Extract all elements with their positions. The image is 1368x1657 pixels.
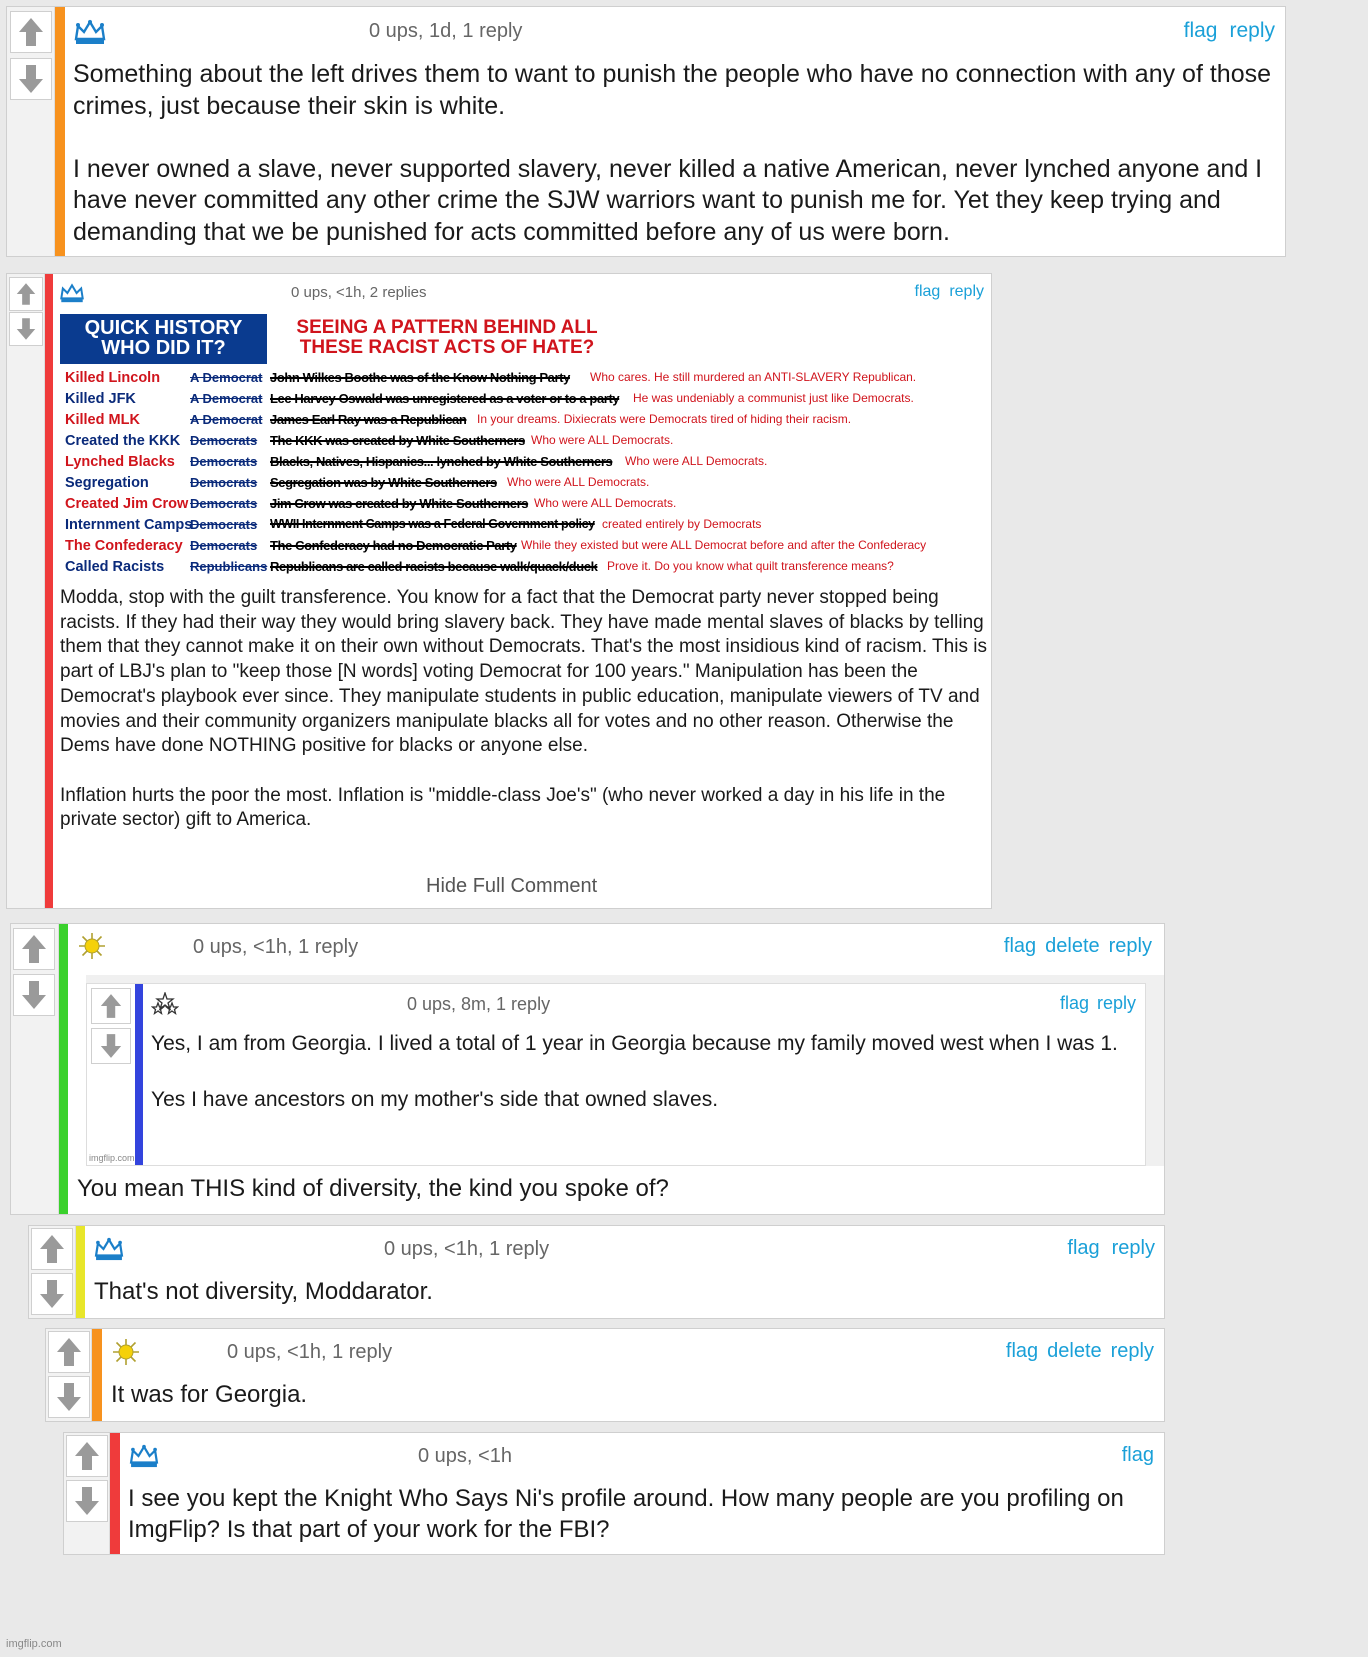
comment-meta: 0 ups, <1h, 1 reply xyxy=(227,1341,393,1363)
meme-act: Created Jim Crow xyxy=(65,496,189,512)
meme-who: Democrats xyxy=(190,475,258,490)
comment-5 xyxy=(45,1328,1165,1422)
sun-icon[interactable] xyxy=(78,932,106,965)
crown-icon[interactable] xyxy=(73,19,107,50)
hide-full-comment-link[interactable]: Hide Full Comment xyxy=(426,875,598,897)
meme-headline: SEEING A PATTERN BEHIND ALL THESE RACIST ACTS OF HATE? xyxy=(296,317,598,358)
comment-text: Yes, I am from Georgia. I lived a total of 1 year in Georgia because my family moved west when I was 1. Yes I have ancestors on my mother's side that owned slaves. xyxy=(151,1032,1118,1111)
flag-link[interactable]: flag xyxy=(1121,1444,1154,1466)
flag-link[interactable]: flag xyxy=(1003,935,1037,957)
downvote-button[interactable] xyxy=(66,1480,108,1522)
meme-who: Democrats xyxy=(190,454,258,469)
comment-meta: 0 ups, <1h, 1 reply xyxy=(193,936,359,958)
meme-act: Killed JFK xyxy=(65,391,136,407)
up-arrow-icon xyxy=(16,282,36,306)
comment-meta: 0 ups, <1h, 1 reply xyxy=(384,1238,550,1260)
meme-who: Democrats xyxy=(190,538,258,553)
meme-claim: The Confederacy had no Democratic Party xyxy=(270,538,517,553)
meme-rebuttal: created entirely by Democrats xyxy=(602,517,762,531)
comment-6 xyxy=(63,1432,1165,1555)
depth-bar xyxy=(135,984,143,1165)
up-arrow-icon xyxy=(39,1234,65,1264)
upvote-button[interactable] xyxy=(31,1228,73,1270)
stars-icon xyxy=(151,992,179,1023)
reply-link[interactable]: reply xyxy=(1111,1237,1155,1259)
meme-row xyxy=(65,454,980,475)
meme-act: Internment Camps xyxy=(65,517,193,533)
down-arrow-icon xyxy=(21,980,47,1010)
embedded-comment-image xyxy=(86,975,1164,1166)
comment-actions xyxy=(1006,1340,1154,1363)
upvote-button[interactable] xyxy=(13,928,55,970)
comment-3 xyxy=(10,923,1165,1215)
up-arrow-icon xyxy=(18,17,44,47)
flag-link: flag xyxy=(1059,993,1089,1013)
meme-row xyxy=(65,538,980,559)
comment-actions xyxy=(1060,993,1136,1014)
meme-claim: John Wilkes Boothe was of the Know Nothing Party xyxy=(270,370,570,385)
up-arrow-icon xyxy=(21,934,47,964)
meme-claim: James Earl Ray was a Republican xyxy=(270,412,467,427)
comment-meta: 0 ups, 1d, 1 reply xyxy=(369,20,523,42)
meme-rebuttal: Who were ALL Democrats. xyxy=(531,433,674,447)
down-arrow-icon xyxy=(18,64,44,94)
downvote-button xyxy=(91,1028,131,1064)
meme-who: Republicans xyxy=(190,559,268,574)
comment-2 xyxy=(6,273,992,909)
meme-rebuttal: In your dreams. Dixiecrats were Democrats tired of hiding their racism. xyxy=(477,412,852,426)
image-watermark: imgflip.com xyxy=(89,1153,135,1163)
delete-link[interactable]: delete xyxy=(1047,1340,1102,1362)
comment-text: Modda, stop with the guilt transference. You know for a fact that the Democrat party never stopped being racists. If they had their way they would bring slavery back. They have made mental slaves of blacks by telling them that they cannot make it on their own without Democrats. That's the most insidious kind of racism. This is part of LBJ's plan to "keep those [N words] voting Democrat for 100 years." Manipulation has been the Democrat's playbook ever since. They manipulate students in public education, manipulate viewers of TV and movies and their community organizers manipulate blacks all for votes and no other reason. Otherwise the Dems have done NOTHING positive for blacks or anyone else. Inflation hurts the poor the most. Inflation is "middle-class Joe's" (who never worked a day in his life in the private sector) gift to America. xyxy=(60,587,987,831)
crown-icon[interactable] xyxy=(59,283,85,308)
depth-bar xyxy=(110,1433,120,1554)
meme-row xyxy=(65,496,980,517)
crown-icon[interactable] xyxy=(93,1237,125,1266)
meme-row xyxy=(65,391,980,412)
meme-rebuttal: Prove it. Do you know what quilt transference means? xyxy=(607,559,894,573)
meme-act: Lynched Blacks xyxy=(65,454,175,470)
comment-1 xyxy=(6,6,1286,257)
meme-claim: The KKK was created by White Southerners xyxy=(270,433,525,448)
meme-who: A Democrat xyxy=(190,412,263,427)
meme-claim: Blacks, Natives, Hispanics... lynched by White Southerners xyxy=(270,454,613,469)
downvote-button[interactable] xyxy=(10,58,52,100)
meme-who: Democrats xyxy=(190,433,258,448)
flag-link[interactable]: flag xyxy=(1005,1340,1039,1362)
footer-watermark: imgflip.com xyxy=(6,1638,62,1650)
meme-act: Killed MLK xyxy=(65,412,140,428)
meme-act: Killed Lincoln xyxy=(65,370,161,386)
depth-bar xyxy=(45,274,53,908)
meme-who: Democrats xyxy=(190,517,258,532)
meme-claim: WWII Internment Camps was a Federal Government policy xyxy=(270,517,595,531)
down-arrow-icon xyxy=(16,317,36,341)
downvote-button[interactable] xyxy=(9,312,43,346)
downvote-button[interactable] xyxy=(48,1376,90,1418)
comment-text: I see you kept the Knight Who Says Ni's profile around. How many people are you profiling on ImgFlip? Is that part of your work for the FBI? xyxy=(128,1485,1131,1543)
comment-meta: 0 ups, <1h, 2 replies xyxy=(291,284,427,301)
comment-actions xyxy=(915,283,984,301)
comment-actions xyxy=(1004,935,1152,958)
up-arrow-icon xyxy=(74,1441,100,1471)
upvote-button[interactable] xyxy=(48,1331,90,1373)
meme-row xyxy=(65,433,980,454)
comment-actions xyxy=(1122,1444,1154,1467)
delete-link[interactable]: delete xyxy=(1045,935,1100,957)
reply-link[interactable]: reply xyxy=(1110,1340,1154,1362)
down-arrow-icon xyxy=(74,1486,100,1516)
depth-bar xyxy=(59,924,68,1214)
upvote-button[interactable] xyxy=(9,277,43,311)
meme-rebuttal: He was undeniably a communist just like Democrats. xyxy=(633,391,914,405)
comment-text: That's not diversity, Moddarator. xyxy=(94,1278,433,1305)
down-arrow-icon xyxy=(100,1033,122,1059)
comment-actions xyxy=(1067,1237,1155,1260)
depth-bar xyxy=(55,7,65,256)
meme-row xyxy=(65,475,980,496)
meme-act: Called Racists xyxy=(65,559,165,575)
crown-icon[interactable] xyxy=(128,1444,160,1473)
depth-bar xyxy=(76,1226,85,1318)
comment-4 xyxy=(28,1225,1165,1319)
sun-icon[interactable] xyxy=(112,1338,140,1371)
meme-image xyxy=(60,312,980,580)
meme-row xyxy=(65,412,980,433)
downvote-button[interactable] xyxy=(31,1273,73,1315)
reply-link[interactable]: reply xyxy=(949,283,984,300)
upvote-button[interactable] xyxy=(66,1435,108,1477)
depth-bar xyxy=(92,1329,102,1421)
upvote-button xyxy=(91,988,131,1024)
meme-claim: Segregation was by White Southerners xyxy=(270,475,497,490)
comment-actions xyxy=(1184,19,1275,43)
meme-claim: Republicans are called racists because walk/quack/duck xyxy=(270,559,598,574)
meme-who: A Democrat xyxy=(190,370,263,385)
flag-link[interactable]: flag xyxy=(1183,19,1218,42)
flag-link[interactable]: flag xyxy=(1067,1237,1100,1259)
comment-text: You mean THIS kind of diversity, the kind you spoke of? xyxy=(77,1175,669,1202)
meme-row xyxy=(65,370,980,391)
meme-rebuttal: Who cares. He still murdered an ANTI-SLAVERY Republican. xyxy=(590,370,917,384)
comment-text: Something about the left drives them to want to punish the people who have no connection with any of those crimes, just because their skin is white. I never owned a slave, never supported slavery, never killed a native American, never lynched anyone and I have never committed any other crime the SJW warriors want to punish me for. Yet they keep trying and demanding that we be punished for acts committed before any of us were born. xyxy=(73,60,1271,246)
meme-act: Segregation xyxy=(65,475,149,491)
meme-who: A Democrat xyxy=(190,391,263,406)
meme-rebuttal: Who were ALL Democrats. xyxy=(507,475,650,489)
meme-row xyxy=(65,517,980,538)
meme-rebuttal: Who were ALL Democrats. xyxy=(534,496,677,510)
meme-claim: Lee Harvey Oswald was unregistered as a voter or to a party xyxy=(270,391,620,406)
down-arrow-icon xyxy=(56,1382,82,1412)
meme-rebuttal: Who were ALL Democrats. xyxy=(625,454,768,468)
up-arrow-icon xyxy=(56,1337,82,1367)
reply-link[interactable]: reply xyxy=(1108,935,1152,957)
meme-row xyxy=(65,559,980,580)
upvote-button[interactable] xyxy=(10,11,52,53)
comment-text: It was for Georgia. xyxy=(111,1381,308,1408)
meme-claim: Jim Crow was created by White Southerners xyxy=(270,496,529,511)
down-arrow-icon xyxy=(39,1279,65,1309)
downvote-button[interactable] xyxy=(13,974,55,1016)
meme-rebuttal: While they existed but were ALL Democrat before and after the Confederacy xyxy=(521,538,927,552)
reply-link[interactable]: reply xyxy=(1229,19,1275,42)
up-arrow-icon xyxy=(100,993,122,1019)
reply-link: reply xyxy=(1096,993,1136,1013)
comment-meta: 0 ups, 8m, 1 reply xyxy=(407,994,551,1014)
meme-act: The Confederacy xyxy=(65,538,183,554)
comment-meta: 0 ups, <1h xyxy=(418,1445,512,1467)
meme-who: Democrats xyxy=(190,496,258,511)
meme-act: Created the KKK xyxy=(65,433,181,449)
meme-box-title: QUICK HISTORY WHO DID IT? xyxy=(60,314,267,364)
flag-link[interactable]: flag xyxy=(914,283,941,300)
